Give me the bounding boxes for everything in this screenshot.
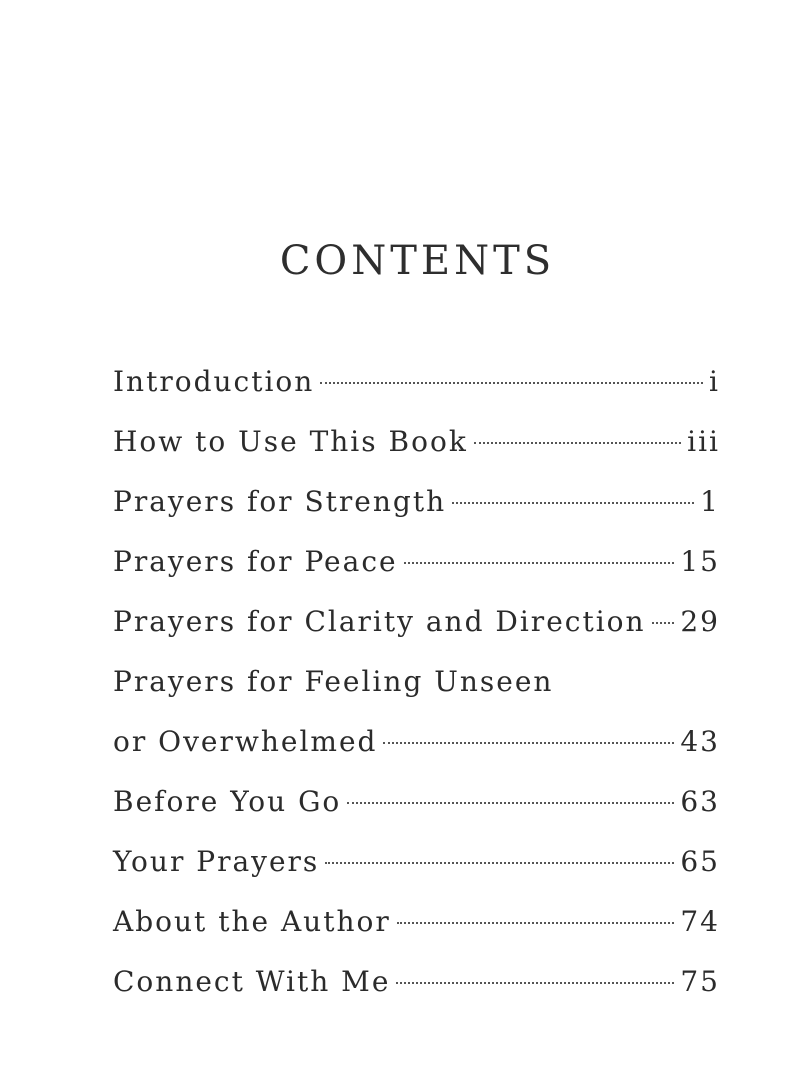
toc-entry-connect[interactable] <box>113 952 720 1012</box>
toc-entry-peace[interactable] <box>113 532 720 592</box>
dot-leader <box>320 382 703 384</box>
toc-entry-page: 63 <box>680 785 720 818</box>
toc-entry-overwhelmed[interactable] <box>113 712 720 772</box>
dot-leader <box>397 922 675 924</box>
toc-entry-label: Prayers for Clarity and Direction <box>113 605 646 638</box>
toc-entry-label: About the Author <box>113 905 391 938</box>
toc-entry-clarity[interactable] <box>113 592 720 652</box>
toc-entry-label: Before You Go <box>113 785 342 818</box>
toc-entry-your-prayers[interactable] <box>113 832 720 892</box>
toc-entry-page: 74 <box>680 905 720 938</box>
toc-entry-page: 65 <box>680 845 720 878</box>
dot-leader <box>396 982 674 984</box>
toc-entry-introduction[interactable] <box>113 352 720 412</box>
toc-entry-label: Prayers for Peace <box>113 545 398 578</box>
dot-leader <box>452 502 694 504</box>
toc-entry-label: Your Prayers <box>113 845 320 878</box>
toc-entry-unseen[interactable] <box>113 652 720 712</box>
dot-leader <box>347 802 674 804</box>
dot-leader <box>404 562 675 564</box>
toc-entry-label: Connect With Me <box>113 965 391 998</box>
toc-entry-page: iii <box>687 425 720 458</box>
toc-entry-about-author[interactable] <box>113 892 720 952</box>
toc-entry-label: Introduction <box>113 365 315 398</box>
toc-entry-page: 15 <box>680 545 720 578</box>
toc-entry-page: i <box>709 365 720 398</box>
toc-entry-page: 43 <box>680 725 720 758</box>
dot-leader <box>325 862 674 864</box>
toc-entry-label: Prayers for Strength <box>113 485 447 518</box>
dot-leader <box>652 622 675 624</box>
toc-entry-page: 29 <box>680 605 720 638</box>
toc-entry-page: 75 <box>680 965 720 998</box>
toc-entry-how-to-use[interactable] <box>113 412 720 472</box>
toc-entry-label: Prayers for Feeling Unseen <box>113 665 554 698</box>
toc-entry-before-you-go[interactable] <box>113 772 720 832</box>
table-of-contents <box>113 352 720 1012</box>
dot-leader <box>383 742 674 744</box>
page-title: CONTENTS <box>279 238 556 284</box>
toc-entry-label: How to Use This Book <box>113 425 468 458</box>
dot-leader <box>474 442 681 444</box>
toc-entry-page: 1 <box>700 485 720 518</box>
toc-entry-label: or Overwhelmed <box>113 725 378 758</box>
toc-entry-strength[interactable] <box>113 472 720 532</box>
